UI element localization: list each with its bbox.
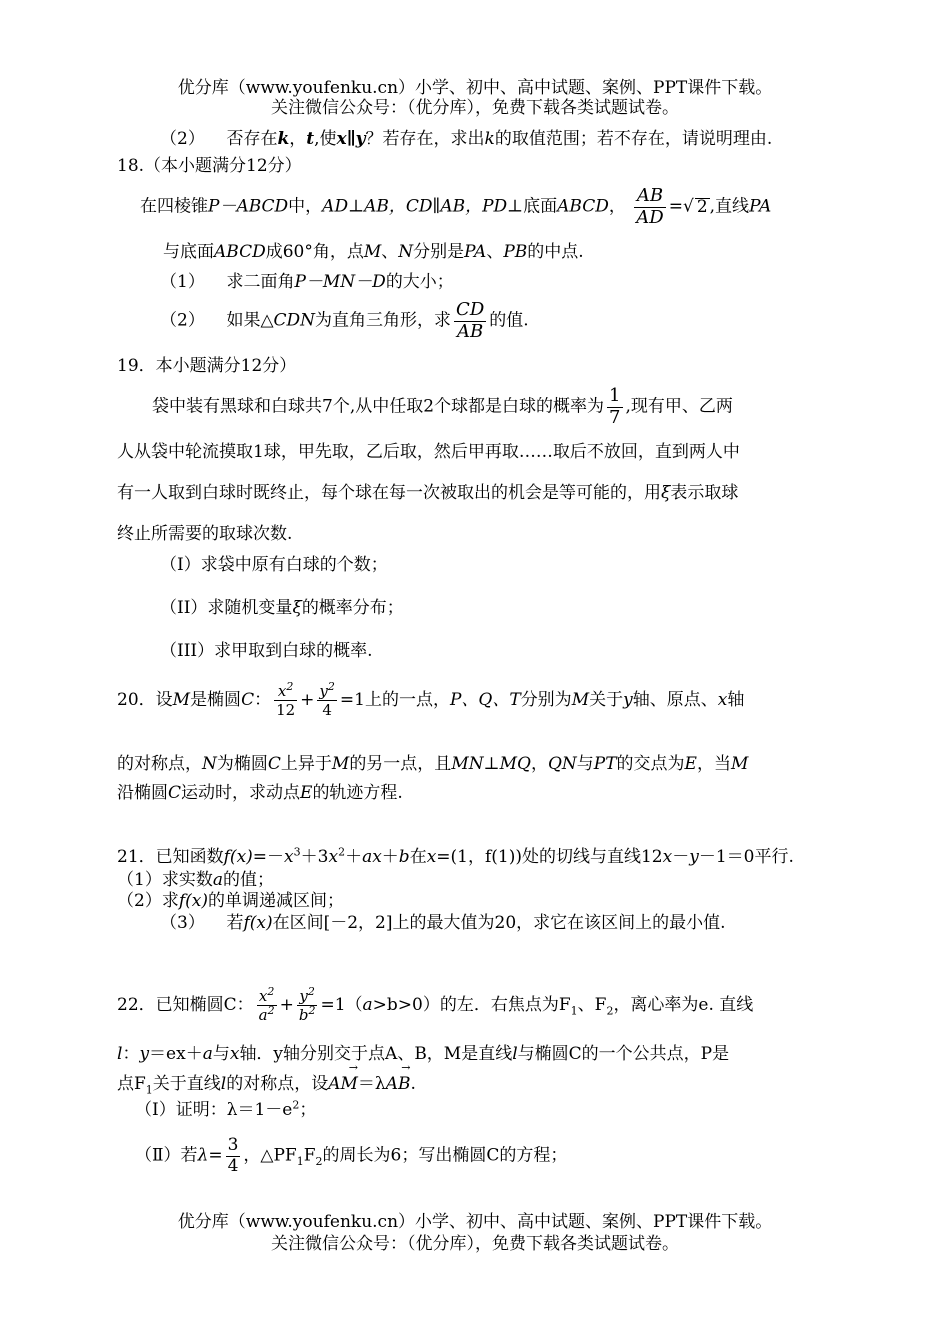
header-line-2: 关注微信公众号：（优分库），免费下载各类试题试卷。 [271,98,679,118]
footer-line-2: 关注微信公众号：（优分库），免费下载各类试题试卷。 [271,1234,679,1254]
footer-line-1: 优分库（www.youfenku.cn）小学、初中、高中试题、案例、PPT课件下载。 [177,1212,773,1232]
q18-sub-1: （1） 求二面角P－MN－D的大小； [160,272,454,292]
q21-line-1: 21．已知函数$f(x)=-x^3+3x^2+ax+b$在x=(1，f(1))处的切线与直线12x－y－1＝0平行. [117,845,794,867]
q19-heading: 19．本小题满分12分） [117,356,297,376]
vector-am: → AM [328,1070,358,1093]
q18-line-1: 在四棱锥P－ABCD中，AD⊥AB，CD∥AB，PD⊥底面ABCD， $\frac{AB}{AD}$ =√ 2 ,直线PA [140,185,772,228]
q18-line-2: 与底面ABCD成60°角，点M、N分别是PA、PB的中点. [163,242,584,262]
q19-para-1: 袋中装有黑球和白球共7个,从中任取2个球都是白球的概率为 $\frac{1}{7}$ ,现有甲、乙两 [152,385,733,428]
vector-ab: → AB [386,1070,411,1093]
q21-sub-1: （1）求实数a的值； [117,870,274,890]
q20-line-1: 20．设M是椭圆C： $\frac{x^2}{12}$ + $\frac{y^2}{4}$ =1上的一点，P、Q、T分别为M关于y轴、原点、x轴 [117,680,745,719]
q22-line-3: 点$F_1$关于直线l的对称点，设→ AM＝λ→ AB. [117,1070,416,1093]
q17-part2: （2） 否存在k，t,使x∥y？若存在，求出k的取值范围；若不存在，请说明理由. [160,129,773,149]
q20-line-2: 的对称点，N为椭圆C上异于M的另一点，且MN⊥MQ，QN与PT的交点为E，当M [117,754,749,774]
q22-item-2: （Ⅱ）若λ= $\frac{3}{4}$ ，$\triangle PF_1F_2$的周长为6；写出椭圆C的方程； [135,1135,568,1176]
header-line-1: 优分库（www.youfenku.cn）小学、初中、高中试题、案例、PPT课件下载。 [177,78,773,98]
q18-sub-2: （2） 如果△CDN为直角三角形，求 $\frac{CD}{AB}$ 的值. [160,299,529,342]
q22-line-1: 22．已知椭圆C： $\frac{x^2}{a^2}$ + $\frac{y^2}{b^2}$ =1（a>b>0）的左．右焦点为$F_1$、$F_2$，离心率为e. 直线 [117,985,754,1024]
q18-heading: 18.（本小题满分12分） [117,156,302,176]
q20-line-3: 沿椭圆C运动时，求动点E的轨迹方程. [117,783,403,803]
q22-line-2: l：y＝ex＋a与x轴．y轴分别交于点A、B，M是直线l与椭圆C的一个公共点，P是 [117,1044,730,1064]
q22-item-1: （Ⅰ）证明：$\lambda=1-e^2$； [135,1098,317,1120]
q19-para-2: 人从袋中轮流摸取1球，甲先取，乙后取，然后甲再取……取后不放回，直到两人中 [117,442,740,462]
q21-sub-3: （3） 若f(x)在区间[－2，2]上的最大值为20，求它在该区间上的最小值. [160,913,726,933]
q19-item-1: （I）求袋中原有白球的个数； [160,555,388,575]
q19-para-4: 终止所需要的取球次数. [117,524,293,544]
q19-item-2: （II）求随机变量ξ的概率分布； [160,598,404,618]
q19-para-3: 有一人取到白球时既终止，每个球在每一次被取出的机会是等可能的，用ξ表示取球 [117,483,739,503]
q21-sub-2: （2）求f(x)的单调递减区间； [117,891,344,911]
q19-item-3: （III）求甲取到白球的概率. [160,641,373,661]
